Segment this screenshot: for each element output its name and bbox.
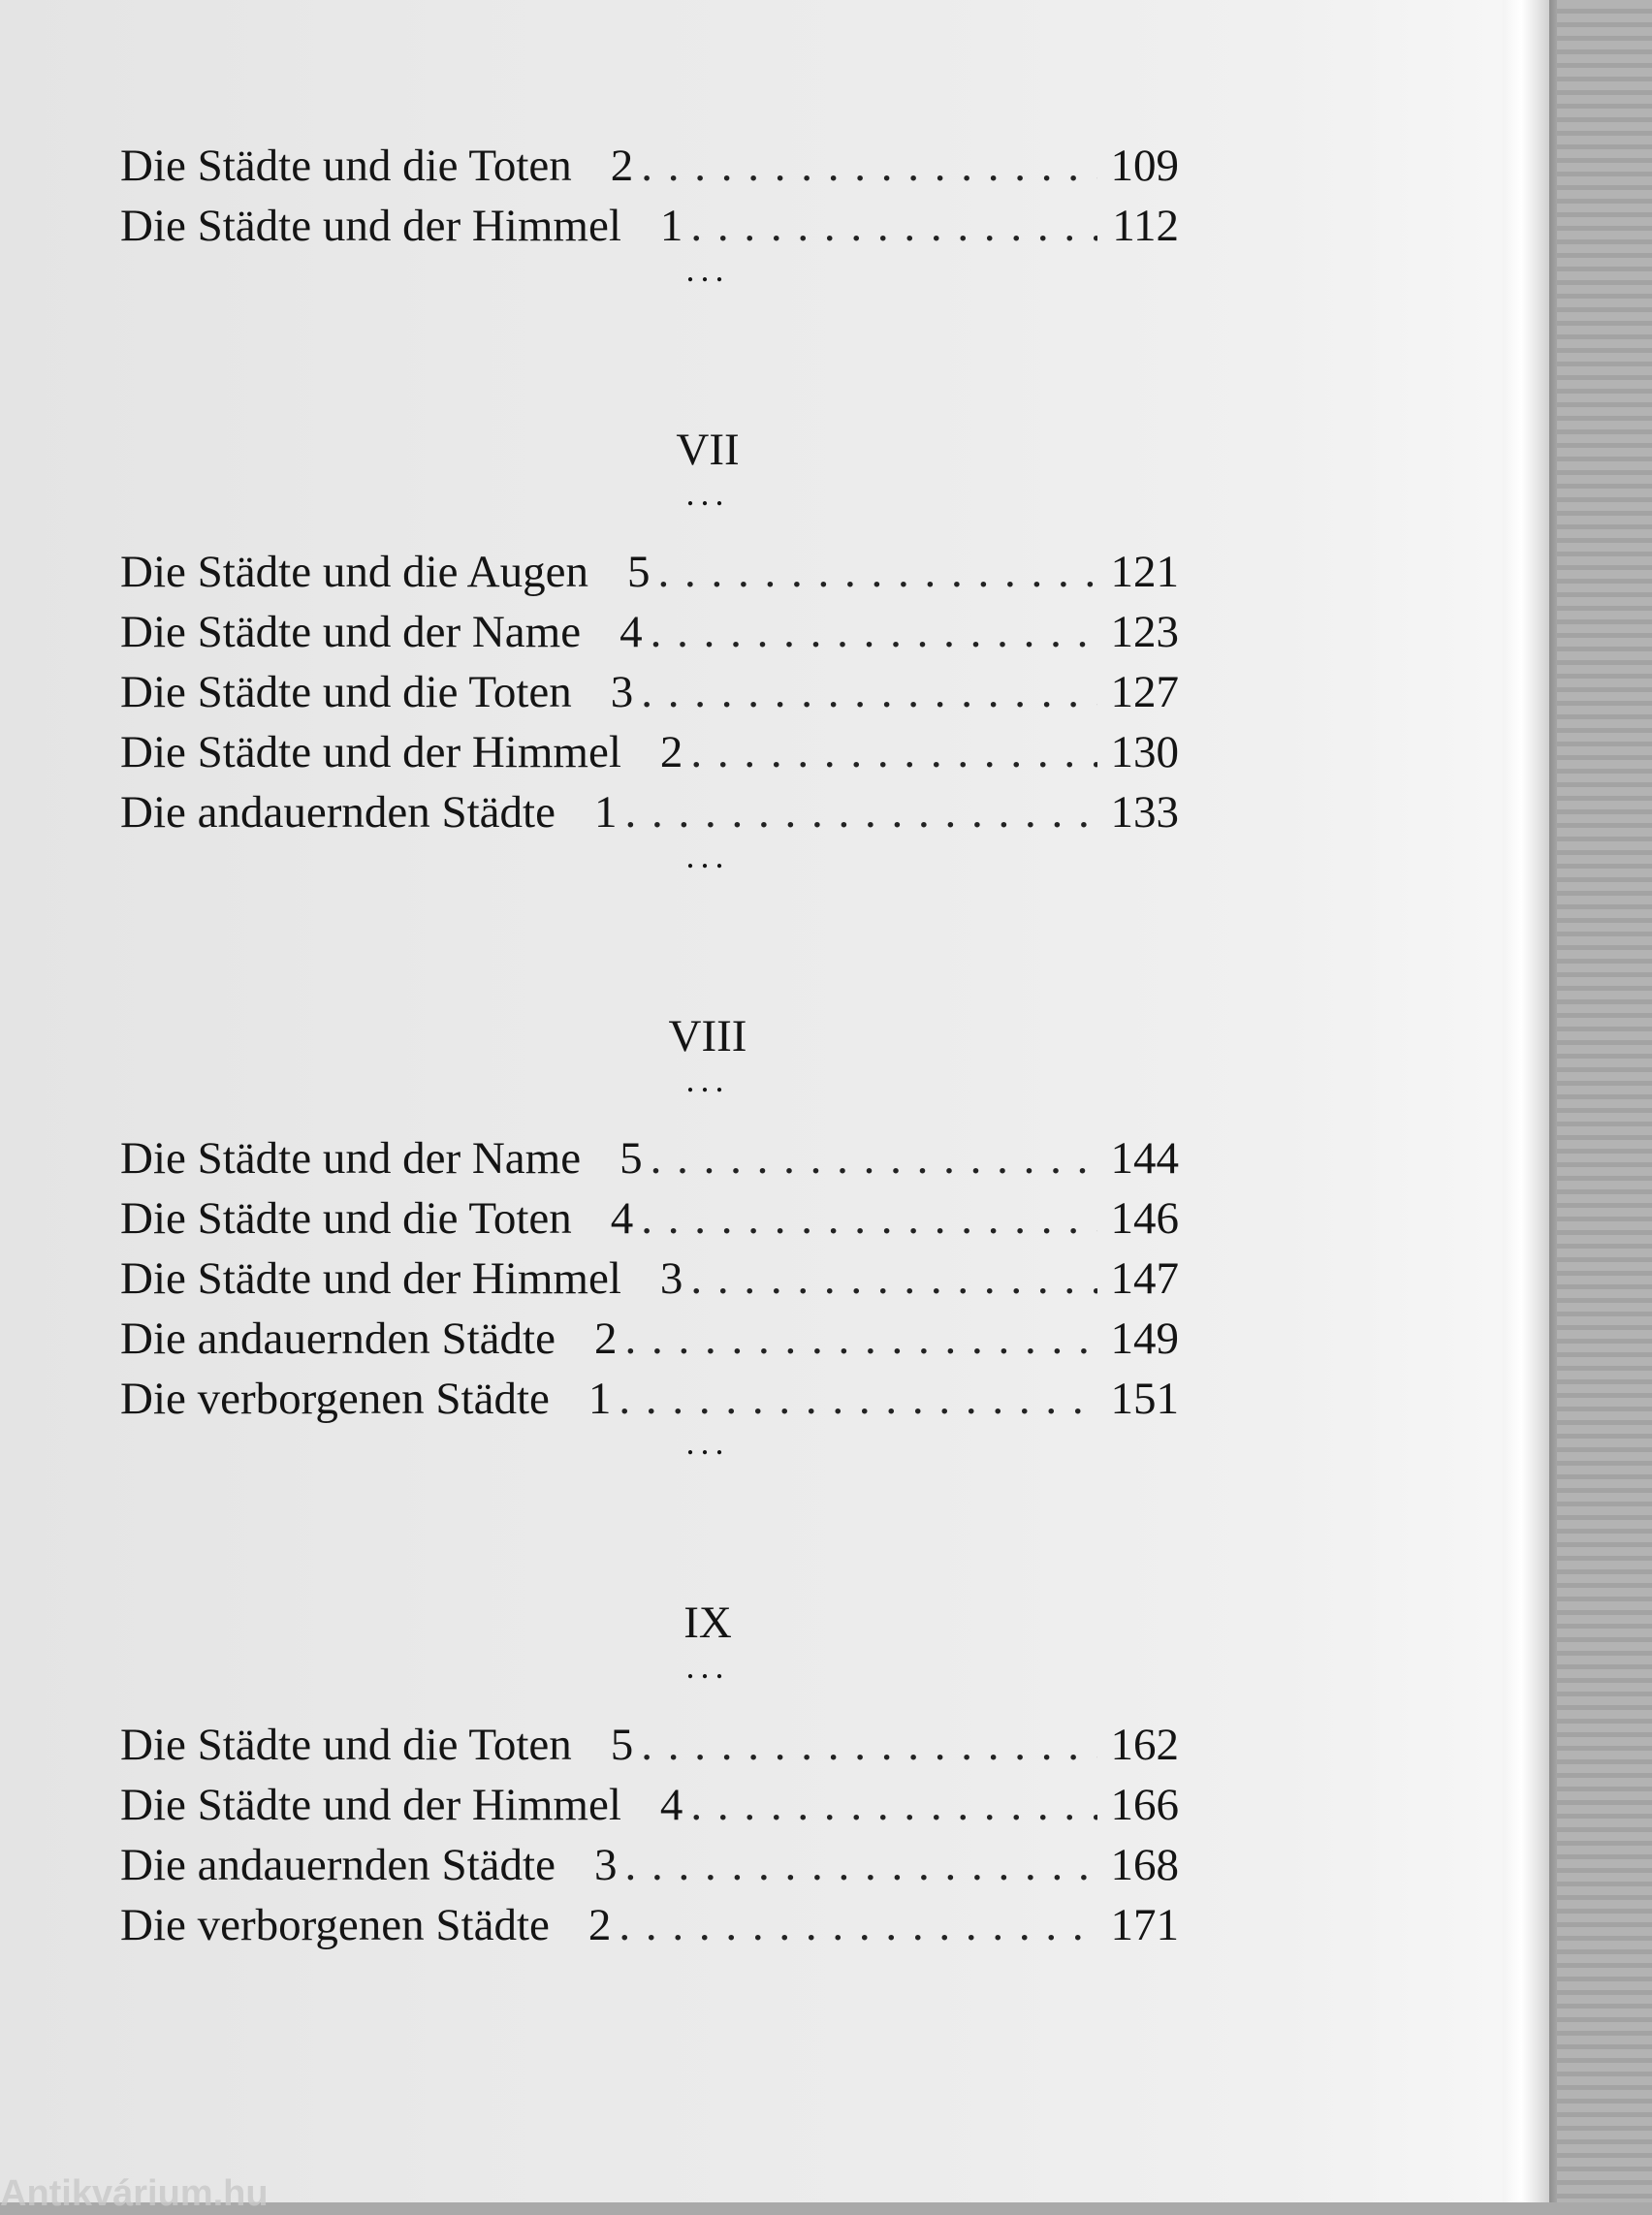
entry-number: 5 (620, 1133, 643, 1184)
heading-ellipsis: ... (685, 1060, 730, 1099)
toc-entry (120, 1835, 1179, 1895)
dot-leader (624, 1309, 1097, 1369)
toc-entry (120, 196, 1179, 256)
entry-title: Die Städte und die Toten (120, 1193, 572, 1244)
table-of-contents (120, 136, 1179, 1955)
entry-page-number: 149 (1110, 1313, 1179, 1364)
section-heading: IX (683, 1598, 732, 1648)
dot-leader (624, 782, 1097, 842)
toc-entry (120, 1775, 1179, 1835)
entry-page-number: 127 (1110, 667, 1179, 717)
entry-page-number: 147 (1110, 1253, 1179, 1304)
page-edge-shadow (1549, 0, 1557, 2202)
entry-number: 4 (610, 1193, 634, 1244)
entry-number: 1 (593, 787, 618, 838)
entry-title: Die verborgenen Städte (120, 1900, 550, 1950)
entry-title: Die Städte und der Himmel (120, 1253, 621, 1304)
entry-number: 4 (659, 1780, 683, 1830)
entry-page-number: 144 (1110, 1133, 1179, 1184)
dot-leader (619, 1369, 1097, 1429)
toc-entry (120, 1188, 1179, 1249)
entry-title: Die andauernden Städte (120, 1313, 556, 1364)
entry-page-number: 130 (1110, 727, 1179, 777)
entry-title: Die Städte und die Toten (120, 1720, 572, 1770)
section-ellipsis: ... (685, 1423, 730, 1462)
entry-page-number: 112 (1112, 201, 1179, 251)
entry-number: 3 (610, 667, 634, 717)
entry-title: Die Städte und die Augen (120, 547, 588, 597)
entry-title: Die andauernden Städte (120, 787, 556, 838)
background-surface (1557, 0, 1652, 2202)
toc-entry (120, 542, 1179, 602)
page-edge (1503, 0, 1549, 2202)
entry-number: 4 (620, 607, 643, 657)
heading-ellipsis: ... (685, 1647, 730, 1686)
entry-number: 2 (610, 141, 634, 191)
dot-leader (641, 662, 1097, 722)
entry-title: Die Städte und der Himmel (120, 1780, 621, 1830)
entry-number: 2 (588, 1900, 612, 1950)
entry-title: Die verborgenen Städte (120, 1374, 550, 1424)
section-heading: VII (676, 425, 740, 475)
dot-leader (624, 1835, 1097, 1895)
entry-page-number: 151 (1110, 1374, 1179, 1424)
dot-leader (690, 1775, 1097, 1835)
dot-leader (619, 1895, 1097, 1955)
dot-leader (690, 722, 1097, 782)
entry-page-number: 133 (1110, 787, 1179, 838)
toc-entry (120, 1895, 1179, 1955)
dot-leader (690, 196, 1097, 256)
entry-number: 2 (659, 727, 683, 777)
entry-number: 3 (659, 1253, 683, 1304)
entry-title: Die Städte und der Himmel (120, 727, 621, 777)
entry-title: Die Städte und die Toten (120, 141, 572, 191)
dot-leader (657, 542, 1097, 602)
toc-entry (120, 136, 1179, 196)
heading-ellipsis: ... (685, 474, 730, 513)
dot-leader (641, 136, 1097, 196)
toc-entry (120, 602, 1179, 662)
dot-leader (651, 1128, 1097, 1188)
section-ellipsis: ... (685, 250, 730, 289)
toc-entry (120, 782, 1179, 842)
entry-page-number: 109 (1110, 141, 1179, 191)
toc-entry (120, 1309, 1179, 1369)
entry-title: Die Städte und der Name (120, 1133, 582, 1184)
toc-entry (120, 1369, 1179, 1429)
toc-entry (120, 1249, 1179, 1309)
entry-page-number: 146 (1110, 1193, 1179, 1244)
entry-title: Die Städte und die Toten (120, 667, 572, 717)
watermark: Antikvárium.hu (0, 2173, 269, 2214)
entry-title: Die Städte und der Himmel (120, 201, 621, 251)
dot-leader (651, 602, 1097, 662)
toc-entry (120, 722, 1179, 782)
entry-page-number: 171 (1110, 1900, 1179, 1950)
entry-number: 2 (593, 1313, 618, 1364)
section-ellipsis: ... (685, 837, 730, 875)
entry-page-number: 168 (1110, 1840, 1179, 1890)
entry-number: 3 (593, 1840, 618, 1890)
entry-title: Die Städte und der Name (120, 607, 582, 657)
entry-number: 1 (659, 201, 683, 251)
section-heading: VIII (668, 1011, 747, 1061)
entry-title: Die andauernden Städte (120, 1840, 556, 1890)
dot-leader (641, 1715, 1097, 1775)
entry-page-number: 121 (1110, 547, 1179, 597)
entry-number: 5 (610, 1720, 634, 1770)
entry-number: 5 (626, 547, 651, 597)
entry-page-number: 166 (1110, 1780, 1179, 1830)
toc-entry (120, 1128, 1179, 1188)
entry-number: 1 (588, 1374, 612, 1424)
dot-leader (690, 1249, 1097, 1309)
toc-entry (120, 662, 1179, 722)
entry-page-number: 123 (1110, 607, 1179, 657)
entry-page-number: 162 (1110, 1720, 1179, 1770)
toc-entry (120, 1715, 1179, 1775)
dot-leader (641, 1188, 1097, 1249)
